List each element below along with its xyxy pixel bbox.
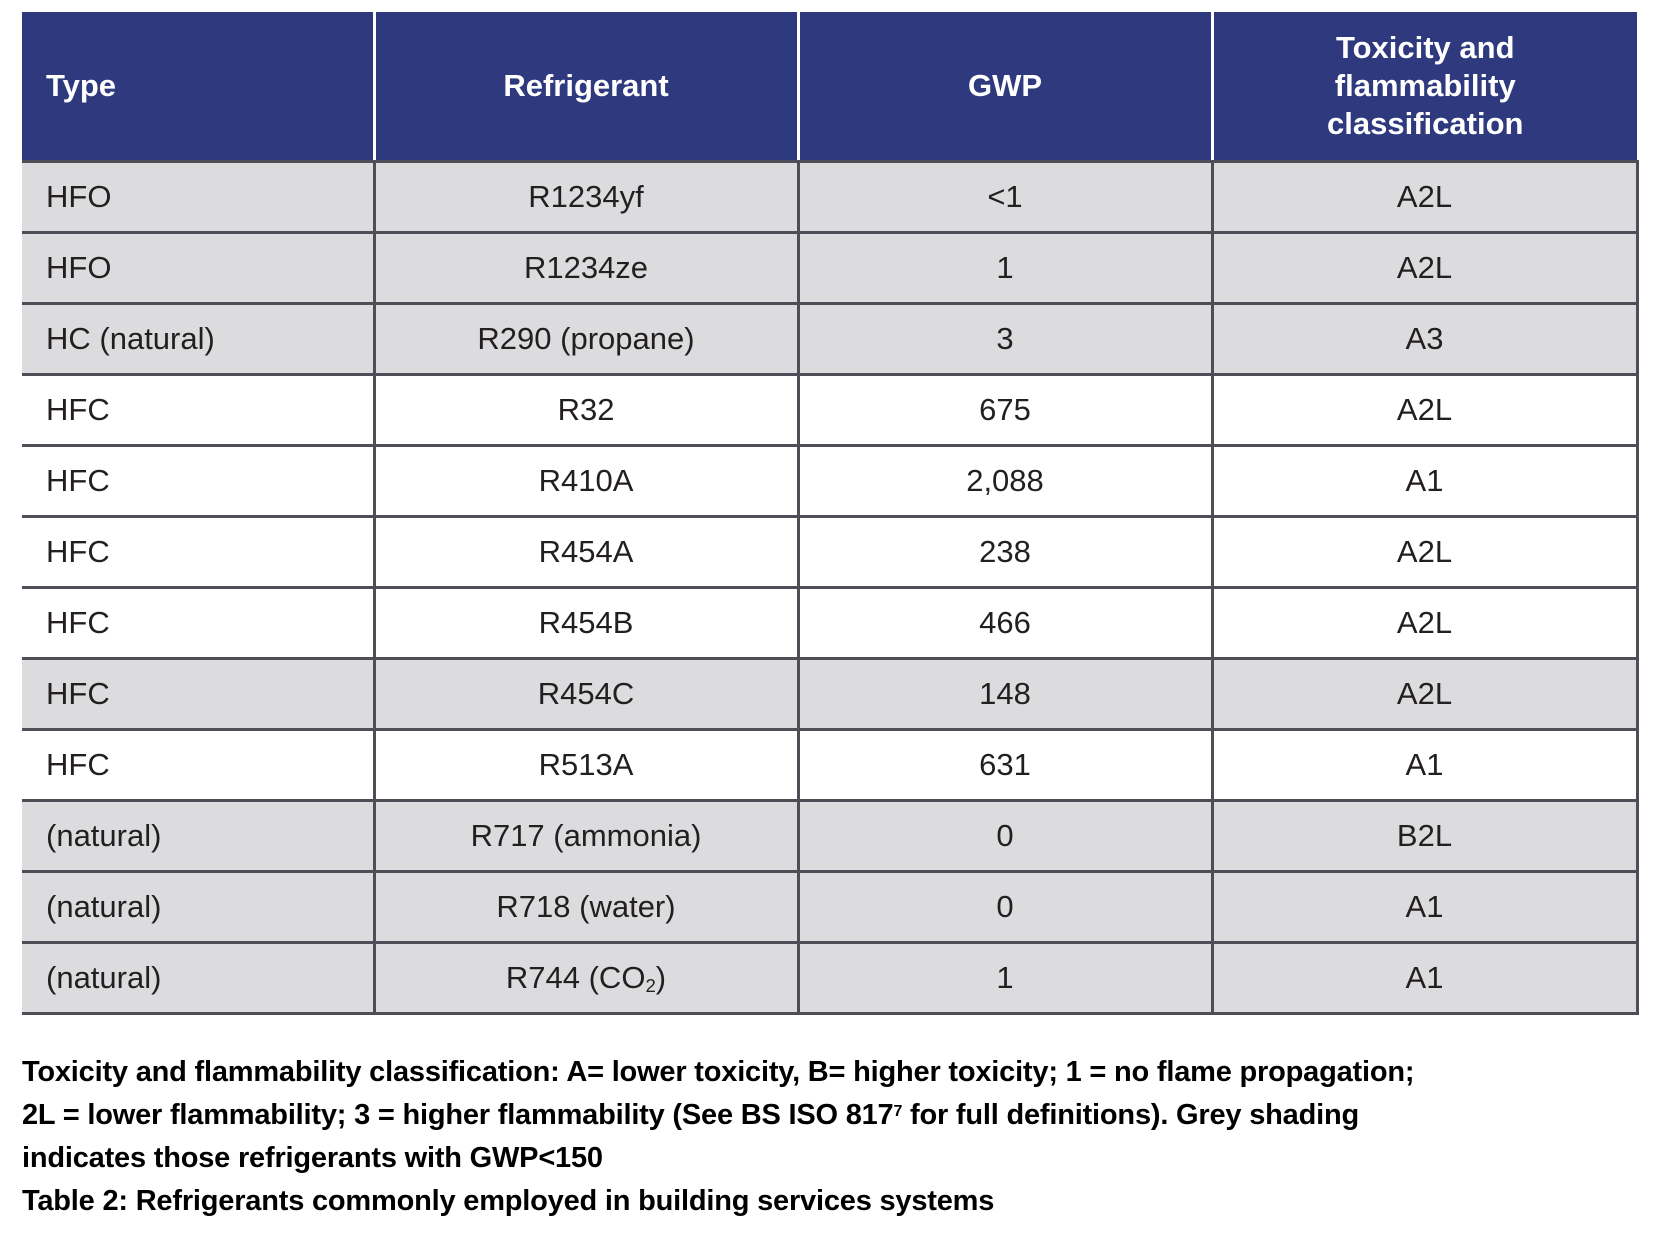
footnote-line-2-text: 2L = lower flammability; 3 = higher flammability (See BS ISO 817 [22,1099,894,1131]
footnote-line-3-text: indicates those refrigerants with GWP<150 [22,1142,603,1174]
table-row [22,233,1637,304]
table-caption-text: Table 2: Refrigerants commonly employed in building services systems [22,1185,995,1217]
cell-refrigerant: R32 [374,375,798,446]
cell-classification: A2L [1212,375,1637,446]
column-header-type-label: Type [46,68,117,103]
cell-refrigerant: R410A [374,446,798,517]
table-row [22,162,1637,233]
cell-classification: A2L [1212,588,1637,659]
footnote-line-2-text-after: for full definitions). Grey shading [902,1099,1359,1131]
footnote-line-1 [22,1051,1414,1094]
cell-type: HFC [22,588,374,659]
cell-classification: A2L [1212,233,1637,304]
cell-type: (natural) [22,943,374,1014]
cell-gwp: 0 [798,872,1212,943]
cell-classification: A2L [1212,162,1637,233]
table-row [22,872,1637,943]
footnote-line-3 [22,1137,1414,1180]
cell-refrigerant: R718 (water) [374,872,798,943]
cell-gwp: 238 [798,517,1212,588]
cell-classification: B2L [1212,801,1637,872]
cell-gwp: 1 [798,943,1212,1014]
cell-gwp: <1 [798,162,1212,233]
refrigerant-table-body [22,162,1637,1014]
cell-gwp: 631 [798,730,1212,801]
cell-refrigerant: R717 (ammonia) [374,801,798,872]
cell-classification: A2L [1212,659,1637,730]
cell-classification: A1 [1212,730,1637,801]
refrigerant-table [22,12,1639,1015]
footnote-line-2 [22,1094,1414,1137]
cell-refrigerant: R454B [374,588,798,659]
column-header-gwp-label: GWP [967,68,1043,103]
cell-type: HFC [22,375,374,446]
table-caption [22,1180,1414,1223]
subscript: 2 [645,975,656,997]
cell-type: HFC [22,730,374,801]
cell-refrigerant: R744 $(CO_2)$ [374,943,798,1014]
cell-classification: A1 [1212,943,1637,1014]
cell-gwp: 675 [798,375,1212,446]
cell-type: HFO [22,162,374,233]
cell-classification: A1 [1212,446,1637,517]
table-footnote [22,1051,1414,1223]
table-row [22,517,1637,588]
cell-type: HFC [22,517,374,588]
cell-refrigerant: R513A [374,730,798,801]
column-header-toxicity-flammability-label: Toxicity and flammability classification [1327,30,1524,141]
cell-gwp: 0 [798,801,1212,872]
cell-refrigerant: R454C [374,659,798,730]
cell-type: HC (natural) [22,304,374,375]
cell-classification: A3 [1212,304,1637,375]
column-header-refrigerant-label: Refrigerant [503,68,669,103]
cell-gwp: 466 [798,588,1212,659]
cell-type: (natural) [22,872,374,943]
table-row [22,375,1637,446]
cell-gwp: 1 [798,233,1212,304]
table-header [22,12,1637,162]
cell-gwp: 3 [798,304,1212,375]
footnote-reference-superscript: 7 [893,1103,903,1121]
cell-refrigerant: R1234yf [374,162,798,233]
cell-refrigerant: R454A [374,517,798,588]
table-row [22,588,1637,659]
table-row [22,730,1637,801]
cell-type: HFC [22,659,374,730]
table-row [22,659,1637,730]
cell-type: (natural) [22,801,374,872]
table-row [22,943,1637,1014]
cell-classification: A2L [1212,517,1637,588]
table-row [22,304,1637,375]
table-row [22,801,1637,872]
table-row [22,446,1637,517]
cell-type: HFO [22,233,374,304]
column-header-gwp [798,12,1212,162]
footnote-line-1-text: Toxicity and flammability classification: A= lower toxicity, B= higher toxicity; 1 = no flame propagation; [22,1056,1415,1088]
cell-type: HFC [22,446,374,517]
column-header-type [22,12,374,162]
column-header-refrigerant [374,12,798,162]
column-header-toxicity-flammability [1212,12,1637,162]
cell-refrigerant: R290 (propane) [374,304,798,375]
cell-gwp: 148 [798,659,1212,730]
cell-classification: A1 [1212,872,1637,943]
cell-gwp: 2,088 [798,446,1212,517]
cell-refrigerant: R1234ze [374,233,798,304]
header-row [22,12,1637,162]
